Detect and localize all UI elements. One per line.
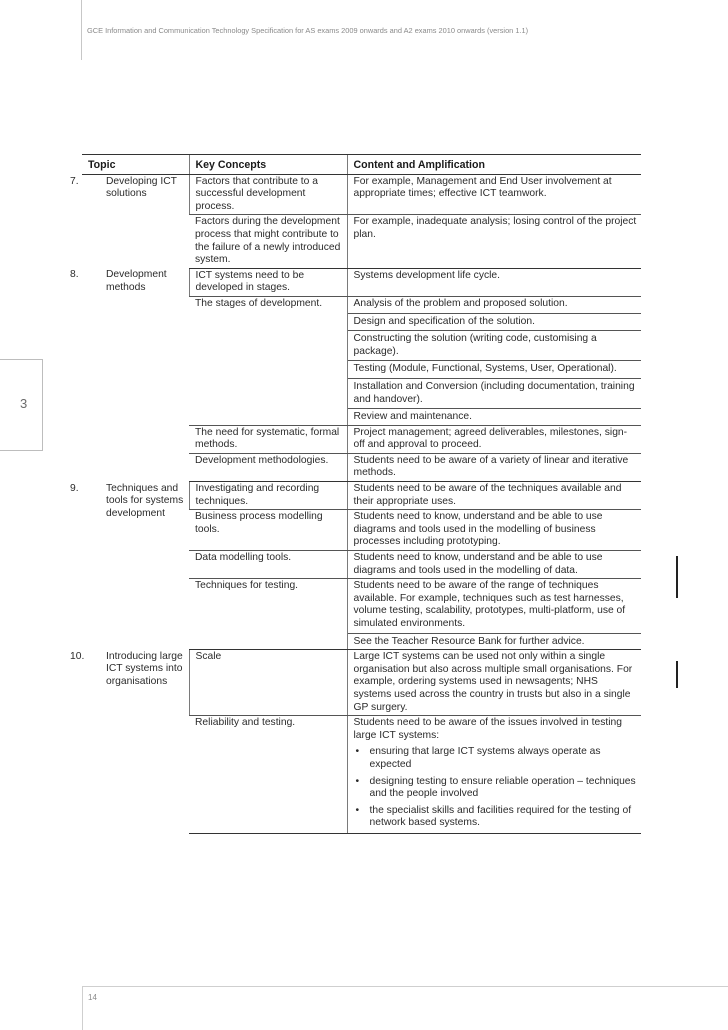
topic-title: Development methods bbox=[106, 269, 167, 293]
content-cell bbox=[347, 425, 641, 453]
content-paragraph: Design and specification of the solution. bbox=[348, 313, 642, 329]
content-cell bbox=[347, 296, 641, 425]
content-paragraph: Review and maintenance. bbox=[348, 408, 642, 424]
content-paragraph: Students need to be aware of the issues involved in testing large ICT systems: bbox=[353, 717, 622, 741]
topic-title: Developing ICT solutions bbox=[106, 175, 177, 200]
topic-cell bbox=[70, 268, 189, 481]
table-row bbox=[82, 174, 641, 215]
column-header-content: Content and Amplification bbox=[347, 155, 641, 175]
content-paragraph: Project management; agreed deliverables, milestones, sign-off and approval to proceed. bbox=[353, 426, 628, 451]
topic-cell bbox=[70, 482, 189, 650]
content-paragraph: Analysis of the problem and proposed solution. bbox=[353, 297, 568, 309]
content-paragraph: For example, inadequate analysis; losing control of the project plan. bbox=[353, 216, 637, 240]
running-header: GCE Information and Communication Technology Specification for AS exams 2009 onwards and A2 exams 2010 onwards (version 1.1) bbox=[87, 26, 529, 35]
content-cell bbox=[347, 174, 641, 215]
key-concept-cell: Factors during the development process that might contribute to the failure of a newly introduced system. bbox=[189, 215, 347, 268]
column-header-topic: Topic bbox=[82, 155, 189, 175]
content-paragraph: Students need to know, understand and be able to use diagrams and tools used in the modelling of data. bbox=[353, 552, 603, 576]
content-cell bbox=[347, 268, 641, 296]
topic-title: Introducing large ICT systems into organisations bbox=[106, 650, 183, 687]
key-concept-cell: Business process modelling tools. bbox=[189, 510, 347, 551]
content-paragraph: Systems development life cycle. bbox=[353, 269, 501, 281]
key-concept-cell: Scale bbox=[189, 650, 347, 716]
footer-vertical-rule bbox=[82, 986, 83, 1030]
change-bar bbox=[676, 556, 678, 598]
content-paragraph: See the Teacher Resource Bank for further advice. bbox=[348, 633, 642, 649]
table-row bbox=[82, 482, 641, 510]
key-concept-cell: Investigating and recording techniques. bbox=[189, 482, 347, 510]
topic-number: 9. bbox=[70, 482, 79, 494]
change-bar bbox=[676, 661, 678, 688]
key-concept-cell: Factors that contribute to a successful development process. bbox=[189, 174, 347, 215]
table-body bbox=[70, 174, 641, 833]
content-paragraph: Students need to be aware of the techniques available and their appropriate uses. bbox=[353, 483, 622, 507]
key-concept-cell: Reliability and testing. bbox=[189, 716, 347, 834]
content-cell bbox=[347, 510, 641, 551]
content-paragraph: Installation and Conversion (including documentation, training and handover). bbox=[348, 378, 642, 406]
page-number: 14 bbox=[88, 993, 97, 1002]
key-concept-cell: Techniques for testing. bbox=[189, 579, 347, 650]
key-concept-cell: Development methodologies. bbox=[189, 453, 347, 481]
content-paragraph: Large ICT systems can be used not only within a single organisation but also across multiple small organisations. For example, ordering systems used in newsagents; NHS systems used across the country in trusts but also in a single GP surgery. bbox=[353, 651, 633, 713]
content-paragraph: Students need to know, understand and be able to use diagrams and tools used in the modelling of business processes including prototyping. bbox=[353, 511, 603, 548]
topic-cell bbox=[70, 174, 189, 268]
topic-number: 10. bbox=[70, 650, 85, 662]
content-cell bbox=[347, 716, 641, 834]
topic-number: 7. bbox=[70, 175, 79, 187]
table-header-row bbox=[82, 155, 641, 175]
content-paragraph: Students need to be aware of a variety of linear and iterative methods. bbox=[353, 454, 629, 479]
footer-rule bbox=[82, 986, 728, 987]
topic-number: 8. bbox=[70, 269, 79, 281]
section-tab-label: 3 bbox=[20, 396, 28, 411]
key-concept-cell: Data modelling tools. bbox=[189, 551, 347, 579]
topic-cell bbox=[70, 650, 189, 834]
content-cell bbox=[347, 650, 641, 716]
bullet-list bbox=[354, 746, 638, 830]
content-paragraph: For example, Management and End User involvement at appropriate times; effective ICT teamwork. bbox=[353, 175, 612, 200]
key-concept-cell: ICT systems need to be developed in stages. bbox=[189, 268, 347, 296]
content-cell bbox=[347, 551, 641, 579]
topic-title: Techniques and tools for systems development bbox=[106, 482, 184, 519]
content-cell bbox=[347, 482, 641, 510]
header-rule bbox=[81, 0, 82, 60]
content-cell bbox=[347, 453, 641, 481]
specification-table bbox=[70, 154, 641, 834]
bullet-item: • the specialist skills and facilities required for the testing of network based systems. bbox=[354, 805, 638, 830]
key-concept-cell: The need for systematic, formal methods. bbox=[189, 425, 347, 453]
section-tab bbox=[0, 359, 43, 451]
content-paragraph: Constructing the solution (writing code, customising a package). bbox=[348, 330, 642, 358]
content-paragraph: Testing (Module, Functional, Systems, User, Operational). bbox=[348, 360, 642, 376]
content-paragraph: Students need to be aware of the range of techniques available. For example, techniques such as test harnesses, volume testing, scalability, prototypes, multi-platform, use of simulated environments. bbox=[353, 580, 626, 629]
key-concept-cell: The stages of development. bbox=[189, 296, 347, 425]
content-cell bbox=[347, 579, 641, 650]
bullet-item: • designing testing to ensure reliable operation – techniques and the people involved bbox=[354, 776, 638, 801]
table-row bbox=[82, 268, 641, 296]
bullet-item: • ensuring that large ICT systems always operate as expected bbox=[354, 746, 638, 771]
column-header-key-concepts: Key Concepts bbox=[189, 155, 347, 175]
content-cell bbox=[347, 215, 641, 268]
table-row bbox=[82, 650, 641, 716]
